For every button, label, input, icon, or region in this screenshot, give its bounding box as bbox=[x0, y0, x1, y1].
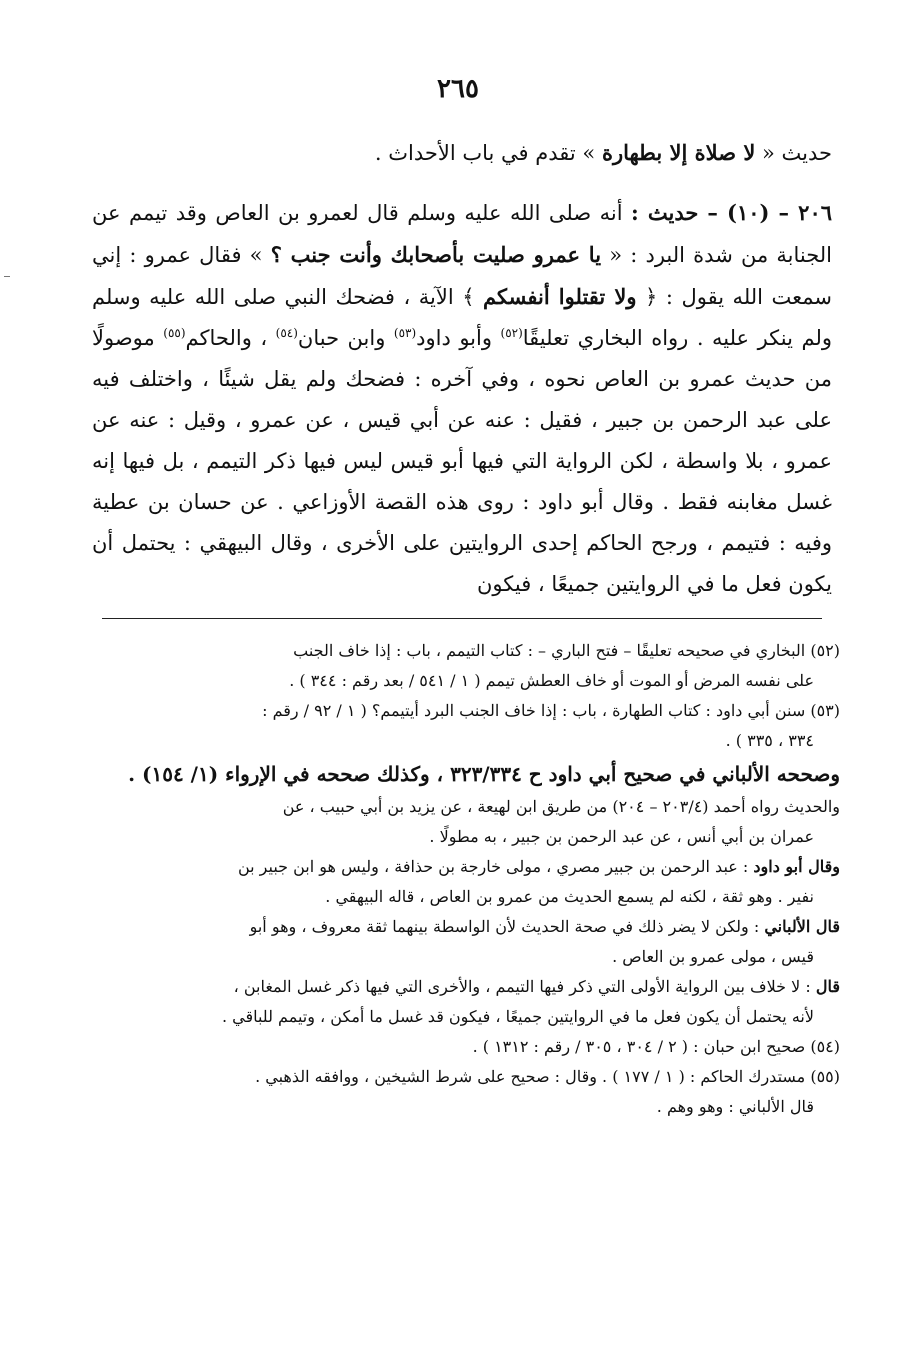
footnote-ref-55[interactable]: (٥٥) bbox=[163, 326, 186, 340]
footnote-52: (٥٢) البخاري في صحيحه تعليقًا – فتح الباري – : كتاب التيمم ، باب : إذا خاف الجنب bbox=[293, 641, 840, 660]
hadith-number: ٢٠٦ – (١٠) – حديث : bbox=[631, 200, 833, 225]
hadith-text-7: موصولًا من حديث عمرو بن العاص نحوه ، وفي آخره : فضحك ولم يقل شيئًا ، واختلف فيه على عبد الرحمن بن جبير ، فقيل : عنه عن أبي قيس ، عن عمرو ، وقيل : عنه عن عمرو ، بلا واسطة ، لكن الرواية التي فيها أبو قيس ليس فيها ذكر التيمم ، بل فيها إنه غسل مغابنه فقط . وقال أبو داود : روى هذه القصة الأوزاعي . عن حسان بن عطية وفيه : فتيمم ، ورجح الحاكم إحدى الروايتين على الأخرى ، وقال البيهقي : يحتمل أن يكون فعل ما في الروايتين جميعًا ، فيكون bbox=[92, 326, 832, 596]
footnote-55-cont: قال الألباني : وهو وهم . bbox=[656, 1097, 814, 1116]
hadith-text-5: وابن حبان bbox=[297, 326, 394, 350]
footnote-divider bbox=[102, 618, 822, 619]
qal-note bbox=[84, 972, 840, 1002]
footnote-53-cont: ٣٣٤ ، ٣٣٥ ) . bbox=[725, 731, 814, 750]
footnote-ref-54[interactable]: (٥٤) bbox=[275, 326, 298, 340]
qal-text: : لا خلاف بين الرواية الأولى التي ذكر فيها التيمم ، والأخرى التي فيها ذكر غسل المغابن ، bbox=[233, 977, 816, 996]
albani-note-cont: قيس ، مولى عمرو بن العاص . bbox=[612, 947, 814, 966]
intro-line bbox=[92, 132, 832, 174]
hadith-text-2: » فقال عمرو : إني سمعت الله يقول : ﴿ bbox=[92, 243, 833, 309]
page-number: ٢٦٥ bbox=[437, 74, 479, 104]
footnote-ref-52[interactable]: (٥٢) bbox=[500, 326, 523, 340]
scan-mark bbox=[4, 276, 10, 277]
intro-prefix: حديث « bbox=[755, 141, 832, 165]
footnote-55: (٥٥) مستدرك الحاكم : ( ١ / ١٧٧ ) . وقال : صحيح على شرط الشيخين ، ووافقه الذهبي . bbox=[255, 1067, 840, 1086]
hadith-paragraph bbox=[92, 192, 832, 605]
hadith-text-1: أنه صلى الله عليه وسلم قال لعمرو بن العاص وقد تيمم عن الجنابة من شدة البرد : « bbox=[92, 201, 833, 267]
abu-dawud-text: : عبد الرحمن بن جبير مصري ، مولى خارجة بن حذافة ، وليس هو ابن جبير بن bbox=[237, 857, 754, 876]
hadith-text-4: وأبو داود bbox=[416, 326, 501, 350]
footnote-52-cont: على نفسه المرض أو الموت أو خاف العطش تيمم ( ١ / ٥٤١ / بعد رقم : ٣٤٤ ) . bbox=[289, 671, 814, 690]
intro-suffix: » تقدم في باب الأحداث . bbox=[374, 141, 602, 165]
abu-dawud-note-cont: نفير . وهو ثقة ، لكنه لم يسمع الحديث من عمرو بن العاص ، قاله البيهقي . bbox=[325, 887, 814, 906]
qal-note-cont: لأنه يحتمل أن يكون فعل ما في الروايتين جميعًا ، فيكون قد غسل ما أمكن ، وتيمم للباقي . bbox=[221, 1007, 814, 1026]
footnote-53: (٥٣) سنن أبي داود : كتاب الطهارة ، باب : إذا خاف الجنب البرد أيتيمم؟ ( ١ / ٩٢ / رقم : bbox=[262, 701, 840, 720]
albani-authentication: وصححه الألباني في صحيح أبي داود ح ٣٢٣/٣٣٤ ، وكذلك صححه في الإرواء (١/ ١٥٤) . bbox=[128, 762, 840, 786]
footnote-54: (٥٤) صحيح ابن حبان : ( ٢ / ٣٠٤ ، ٣٠٥ / رقم : ١٣١٢ ) . bbox=[472, 1037, 840, 1056]
ahmad-narration: والحديث رواه أحمد (٢٠٣/٤ – ٢٠٤) من طريق ابن لهيعة ، عن يزيد بن أبي حبيب ، عن bbox=[282, 797, 840, 816]
albani-text: : ولكن لا يضر ذلك في صحة الحديث لأن الواسطة بينهما ثقة معروف ، وهو أبو bbox=[249, 917, 765, 936]
abu-dawud-label: وقال أبو داود bbox=[753, 857, 840, 876]
qal-label: قال bbox=[815, 977, 840, 996]
main-text bbox=[92, 132, 832, 605]
hadith-text-3: ﴾ الآية ، فضحك النبي صلى الله عليه وسلم ولم ينكر عليه . رواه البخاري تعليقًا bbox=[92, 285, 832, 350]
footnote-ref-53[interactable]: (٥٣) bbox=[393, 326, 417, 340]
hadith-text-6: ، والحاكم bbox=[185, 326, 276, 350]
albani-label: قال الألباني bbox=[764, 917, 840, 936]
footnotes bbox=[84, 636, 840, 1122]
ahmad-narration-cont: عمران بن أبي أنس ، عن عبد الرحمن بن جبير ، به مطولًا . bbox=[429, 827, 814, 846]
quran-verse: ولا تقتلوا أنفسكم bbox=[483, 284, 637, 309]
albani-note bbox=[84, 912, 840, 942]
abu-dawud-note bbox=[84, 852, 840, 882]
hadith-quote: يا عمرو صليت بأصحابك وأنت جنب ؟ bbox=[270, 242, 602, 267]
intro-hadith-title: لا صلاة إلا بطهارة bbox=[601, 140, 756, 165]
